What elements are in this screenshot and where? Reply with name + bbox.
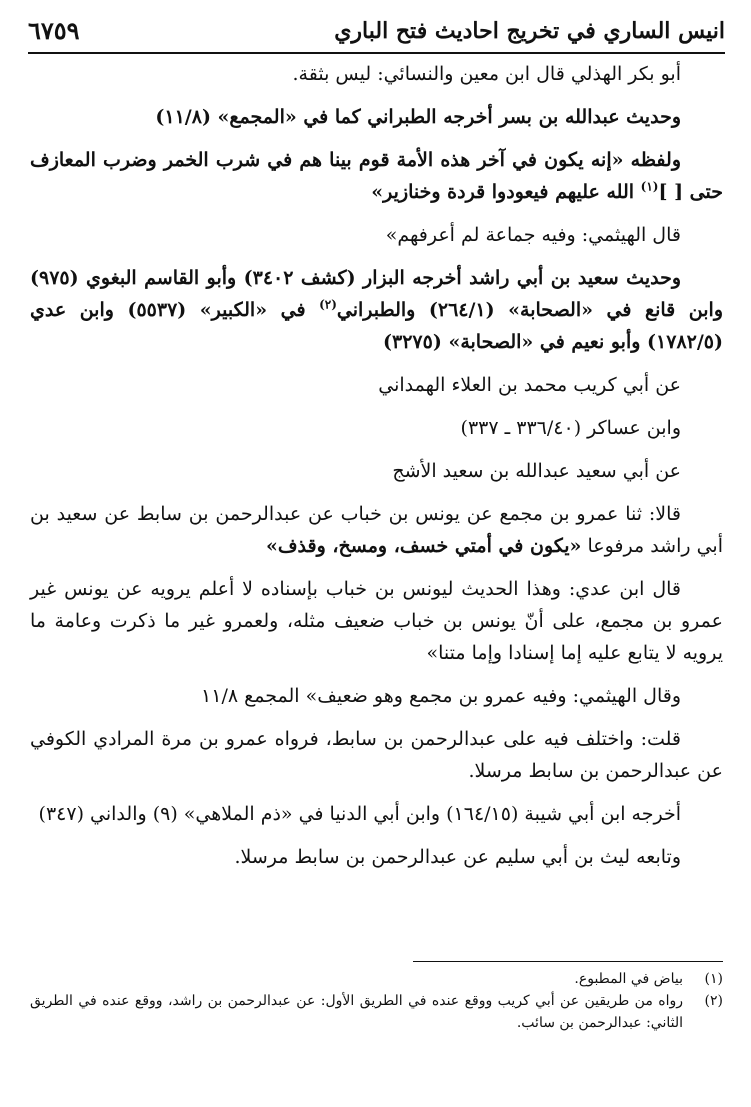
paragraph-text: وتابعه ليث بن أبي سليم عن عبدالرحمن بن سابط مرسلا. <box>234 846 681 868</box>
footnote-1 <box>30 968 723 990</box>
paragraph-layth <box>30 841 723 873</box>
page-number: ٦٧٥٩ <box>28 16 80 45</box>
paragraph-qala <box>30 498 723 562</box>
footnote-number: (٢) <box>704 993 723 1009</box>
paragraph-text: وابن عساكر (٣٣٦/٤٠ ـ ٣٣٧) <box>460 417 681 439</box>
running-title: انيس الساري في تخريج احاديث فتح الباري <box>334 18 725 44</box>
paragraph-ibn-asakir <box>30 412 723 444</box>
footnote-text: رواه من طريقين عن أبي كريب ووقع عنده في الطريق الأول: عن عبدالرحمن بن راشد، ووقع عنده في الطريق الثاني: عبدالرحمن بن سائب. <box>30 993 683 1031</box>
paragraph-text: وقال الهيثمي: وفيه عمرو بن مجمع وهو ضعيف» المجمع ١١/٨ <box>201 685 681 707</box>
paragraph-haythami-2 <box>30 680 723 712</box>
paragraph-chain-abu-kurayb <box>30 369 723 401</box>
paragraph-ibn-adi <box>30 573 723 669</box>
paragraph-text: قالا: ثنا عمرو بن مجمع عن يونس بن خباب عن عبدالرحمن بن سابط عن سعيد بن أبي راشد مرفوعا <box>30 503 723 557</box>
paragraph-chain-ashajj <box>30 455 723 487</box>
footnote-ref-2[interactable]: (٢) <box>319 297 337 312</box>
paragraph-hadith-bisr <box>30 101 723 133</box>
footnote-2 <box>30 990 723 1034</box>
paragraph-text: وحديث عبدالله بن بسر أخرجه الطبراني كما في «المجمع» (١١/٨) <box>155 106 681 128</box>
paragraph-text: قال الهيثمي: وفيه جماعة لم أعرفهم» <box>385 224 681 246</box>
paragraph-qultu <box>30 723 723 787</box>
footnotes <box>30 968 723 1034</box>
paragraph-text-cont: الله عليهم فيعودوا قردة وخنازير» <box>371 181 641 203</box>
paragraph-ibn-abi-shayba <box>30 798 723 830</box>
paragraph-text: عن أبي سعيد عبدالله بن سعيد الأشج <box>392 460 681 482</box>
main-text <box>30 58 723 884</box>
paragraph-text: أخرجه ابن أبي شيبة (١٦٤/١٥) وابن أبي الدنيا في «ذم الملاهي» (٩) والداني (٣٤٧) <box>38 803 681 825</box>
paragraph-text: عن أبي كريب محمد بن العلاء الهمداني <box>378 374 681 396</box>
paragraph-text: وحديث سعيد بن أبي راشد أخرجه البزار (كشف ٣٤٠٢) وأبو القاسم البغوي (٩٧٥) وابن قانع في «الصحابة» (٢٦٤/١) والطبراني <box>30 267 723 321</box>
footnote-ref-1[interactable]: (١) <box>640 179 659 194</box>
paragraph-text: قال ابن عدي: وهذا الحديث ليونس بن خباب بإسناده لا أعلم يرويه عن يونس غير عمرو بن مجمع، على أنّ يونس بن خباب ضعيف مثله، ولعمرو غير ما ذكرت وعامة ما يرويه لا يتابع عليه إما إسنادا وإما متنا» <box>30 578 723 664</box>
hadith-quote: «يكون في أمتي خسف، ومسخ، وقذف» <box>265 535 582 557</box>
paragraph-haythami-1 <box>30 219 723 251</box>
footnote-number: (١) <box>704 971 723 987</box>
paragraph-text-cont: في «الكبير» (٥٥٣٧) وابن عدي (١٧٨٢/٥) وأبو نعيم في «الصحابة» (٣٢٧٥) <box>30 299 723 353</box>
footnote-text: بياض في المطبوع. <box>574 971 683 987</box>
paragraph-hadith-rashid <box>30 262 723 358</box>
paragraph-text: أبو بكر الهذلي قال ابن معين والنسائي: ليس بثقة. <box>292 63 681 85</box>
paragraph-narrator-note <box>30 58 723 90</box>
paragraph-hadith-wording <box>30 144 723 208</box>
paragraph-text: قلت: واختلف فيه على عبدالرحمن بن سابط، فرواه عمرو بن مرة المرادي الكوفي عن عبدالرحمن بن سابط مرسلا. <box>30 728 723 782</box>
page-header <box>28 12 725 54</box>
paragraph-text: ولفظه «إنه يكون في آخر هذه الأمة قوم بينا هم في شرب الخمر وضرب المعازف حتى [ ] <box>30 149 723 203</box>
footnote-divider <box>413 961 723 962</box>
